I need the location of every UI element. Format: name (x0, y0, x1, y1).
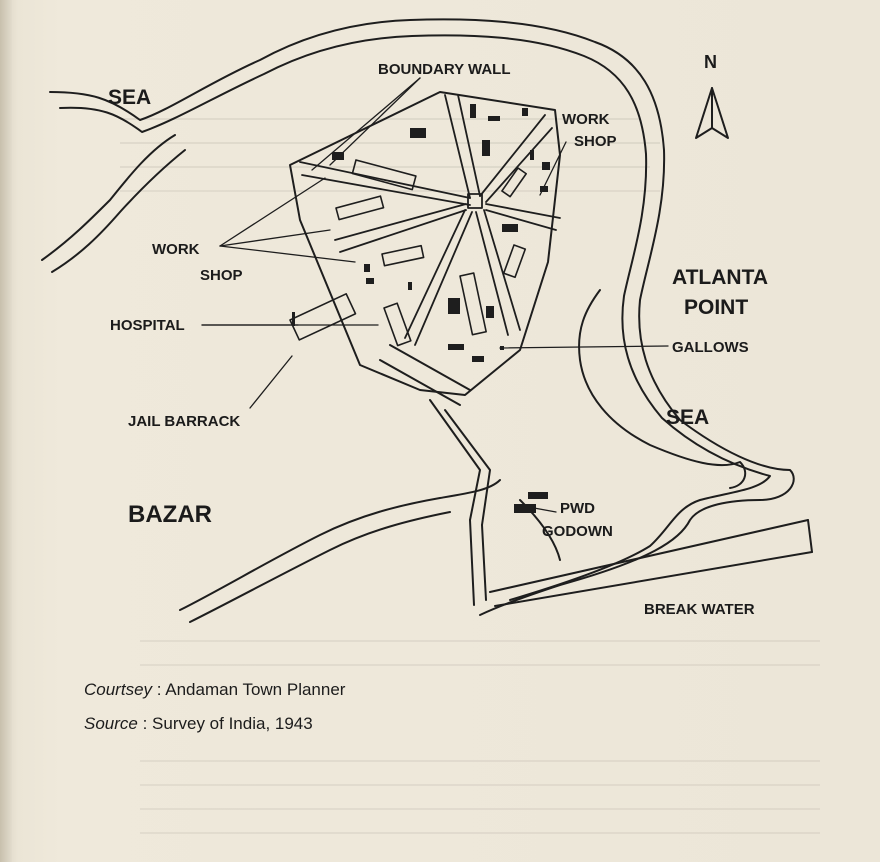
label-north: N (704, 52, 717, 72)
label-godown: GODOWN (542, 523, 613, 540)
label-work-shop-2-line2: SHOP (200, 267, 243, 284)
label-hospital: HOSPITAL (110, 317, 185, 334)
label-atlanta-line1: ATLANTA (672, 266, 769, 289)
label-atlanta-line2: POINT (684, 296, 749, 319)
buildings-filled (292, 104, 550, 513)
courtesy-value: Andaman Town Planner (165, 680, 346, 699)
barrack-road-bottom (380, 360, 460, 405)
road-south-3 (482, 525, 486, 600)
break-water-end (808, 520, 812, 552)
label-bazar: BAZAR (128, 501, 212, 528)
label-boundary-wall: BOUNDARY WALL (378, 61, 511, 78)
caption-courtesy: Courtsey : Andaman Town Planner (84, 680, 346, 699)
road-south-4 (470, 520, 474, 605)
source-value: Survey of India, 1943 (152, 714, 313, 733)
label-pwd: PWD (560, 500, 595, 517)
label-work-shop-1-line1: WORK (562, 111, 610, 128)
road-south-1 (430, 400, 480, 520)
road-south-2 (445, 410, 490, 525)
caption-source: Source : Survey of India, 1943 (84, 714, 313, 733)
source-label: Source (84, 714, 138, 733)
road-bazar (190, 512, 450, 622)
label-sea-right: SEA (666, 406, 710, 429)
label-gallows: GALLOWS (672, 339, 749, 356)
label-work-shop-2-line1: WORK (152, 241, 200, 258)
break-water-bottom (495, 552, 812, 606)
break-water-top (490, 520, 808, 592)
label-sea-top: SEA (108, 86, 152, 109)
label-break-water: BREAK WATER (644, 601, 755, 618)
label-work-shop-1-line2: SHOP (574, 133, 617, 150)
courtesy-label: Courtsey (84, 680, 153, 699)
label-jail-barrack: JAIL BARRACK (128, 413, 241, 430)
